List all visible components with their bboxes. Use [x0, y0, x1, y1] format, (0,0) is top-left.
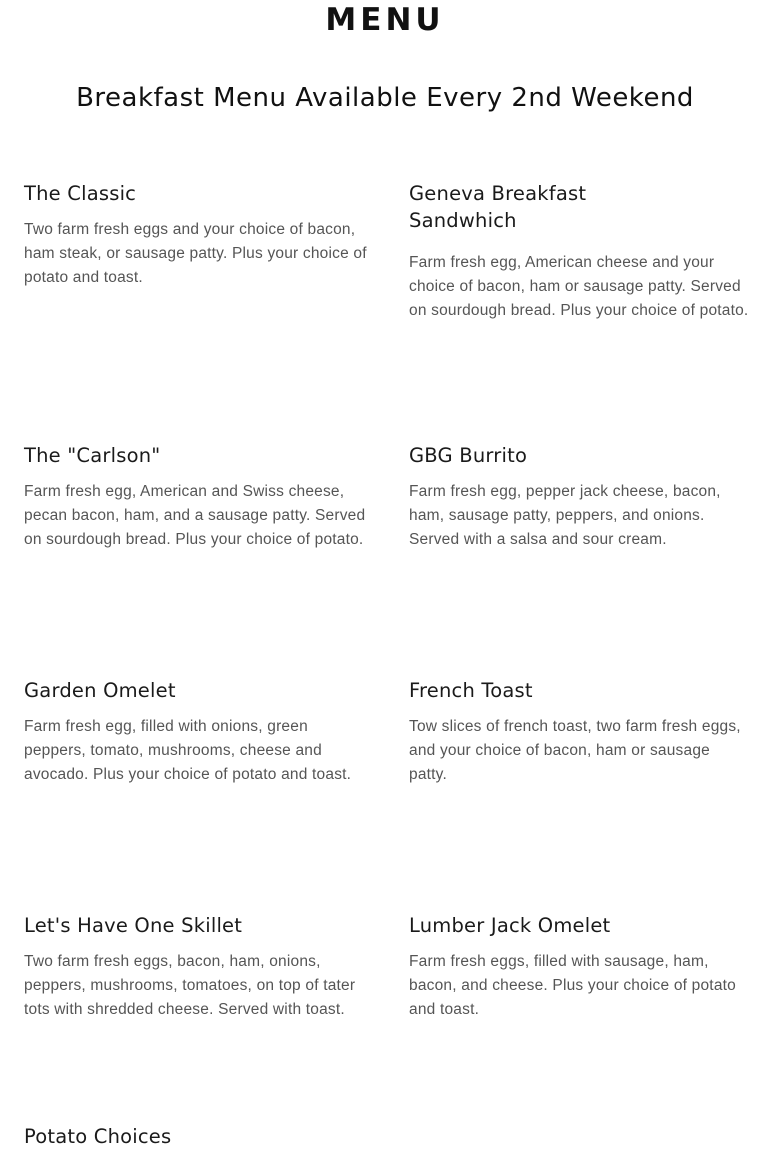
menu-item-description: Farm fresh egg, American and Swiss cheese, pecan bacon, ham, and a sausage patty. Served on sourdough bread. Plus your choice of potato.: [24, 483, 366, 548]
menu-item-garden-omelet: [24, 677, 369, 787]
menu-item-french-toast: [409, 677, 749, 787]
menu-item-geneva-breakfast-sandwhich: [409, 180, 609, 245]
menu-item-lumber-jack-omelet: [409, 912, 749, 1022]
menu-item-the-carlson: [24, 442, 369, 552]
menu-item-name: The Classic: [24, 182, 137, 205]
menu-item-description: Farm fresh egg, American cheese and your choice of bacon, ham or sausage patty. Served on sourdough bread. Plus your choice of potato.: [409, 254, 749, 319]
menu-item-description: Farm fresh eggs, filled with sausage, ham, bacon, and cheese. Plus your choice of potato and toast.: [409, 953, 736, 1018]
menu-item-name: Let's Have One Skillet: [24, 914, 243, 937]
menu-item-gbg-burrito: [409, 442, 749, 552]
menu-item-lets-have-one-skillet: [24, 912, 369, 1022]
menu-item-geneva-description-block: [409, 251, 749, 323]
menu-item-name: Potato Choices: [24, 1125, 172, 1148]
menu-item-name: French Toast: [409, 679, 533, 702]
menu-item-name: The "Carlson": [24, 444, 161, 467]
menu-item-name: GBG Burrito: [409, 444, 528, 467]
menu-item-description: Farm fresh egg, pepper jack cheese, bacon, ham, sausage patty, peppers, and onions. Served with a salsa and sour cream.: [409, 483, 721, 548]
menu-section-potato-choices: [24, 1123, 369, 1161]
menu-item-description: Farm fresh egg, filled with onions, green peppers, tomato, mushrooms, cheese and avocado. Plus your choice of potato and toast.: [24, 718, 352, 783]
page-title: MENU: [325, 2, 445, 38]
menu-item-description: Two farm fresh eggs, bacon, ham, onions, peppers, mushrooms, tomatoes, on top of tater tots with shredded cheese. Served with toast.: [24, 953, 356, 1018]
menu-item-the-classic: [24, 180, 369, 290]
menu-item-name: Garden Omelet: [24, 679, 176, 702]
menu-item-description: Tow slices of french toast, two farm fresh eggs, and your choice of bacon, ham or sausage patty.: [409, 718, 741, 783]
menu-subtitle: Breakfast Menu Available Every 2nd Weekend: [76, 83, 694, 113]
menu-item-description: Two farm fresh eggs and your choice of bacon, ham steak, or sausage patty. Plus your choice of potato and toast.: [24, 221, 367, 286]
menu-item-name: Lumber Jack Omelet: [409, 914, 611, 937]
menu-item-name: Geneva Breakfast Sandwhich: [409, 182, 587, 232]
